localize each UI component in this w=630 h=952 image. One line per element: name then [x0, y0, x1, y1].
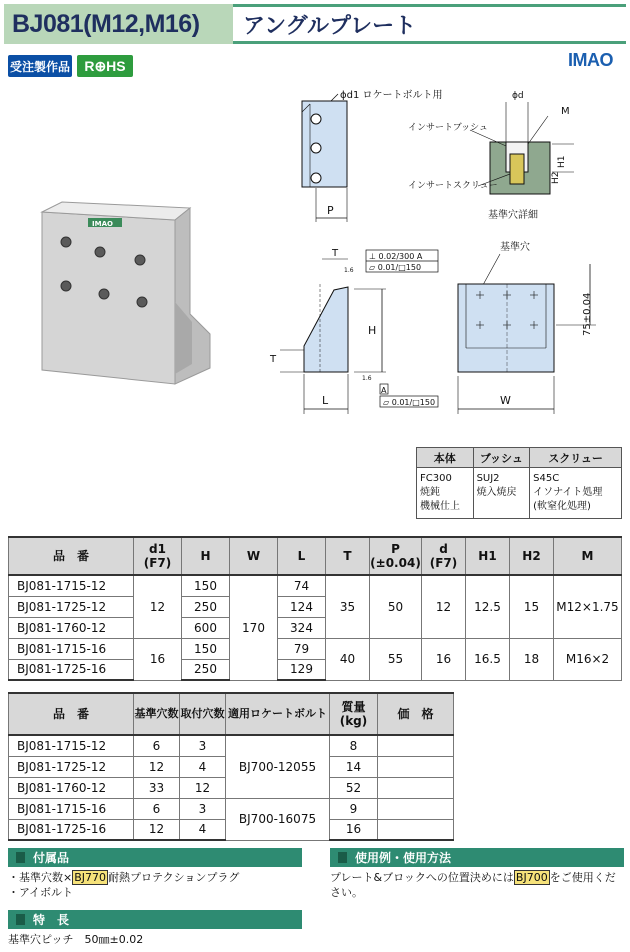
flatness-top: ⊥ 0.02/300 A — [369, 252, 423, 261]
col-h2: H2 — [510, 537, 554, 575]
material-table — [416, 447, 622, 519]
w-label: W — [500, 394, 511, 407]
part-no: BJ081-1725-12 — [9, 596, 134, 617]
col-t: T — [326, 537, 370, 575]
roughness-top: 1.6 — [344, 267, 354, 274]
d1-callout: ϕd1 ロケートボルト用 — [340, 90, 443, 101]
price — [378, 777, 454, 798]
features-title: 特 長 — [8, 911, 69, 928]
product-photo — [42, 202, 210, 384]
col-h: H — [182, 537, 230, 575]
h1-value: 16.5 — [466, 638, 510, 680]
accessory-item: ・アイボルト — [8, 886, 74, 899]
col-part-no: 品 番 — [9, 693, 134, 735]
product-name: アングルプレート — [243, 13, 417, 39]
d-value: 16 — [422, 638, 466, 680]
material-screw: S45C イソナイト処理 (軟窒化処理) — [530, 468, 622, 519]
h1-value: 12.5 — [466, 575, 510, 638]
col-d1: d1 (F7) — [134, 537, 182, 575]
rohs-badge: R⊕HS — [77, 55, 133, 77]
model-title: BJ081(M12,M16) — [12, 9, 200, 38]
table-row — [9, 575, 622, 596]
col-mount-holes: 取付穴数 — [180, 693, 226, 735]
table-row — [9, 735, 454, 756]
bolt-code: BJ700 — [515, 871, 548, 884]
part-no: BJ081-1725-16 — [9, 819, 134, 840]
detail-caption: 基準穴詳細 — [488, 210, 538, 221]
d-value: 12 — [422, 575, 466, 638]
dimension-table — [8, 536, 622, 681]
ref-holes: 12 — [134, 756, 180, 777]
h-label: H — [368, 324, 377, 337]
part-no: BJ081-1715-16 — [9, 638, 134, 659]
mount-holes: 4 — [180, 819, 226, 840]
part-no: BJ081-1715-16 — [9, 798, 134, 819]
m-value: M16×2 — [554, 638, 622, 680]
mass: 16 — [330, 819, 378, 840]
col-mass: 質量 (kg) — [330, 693, 378, 735]
price — [378, 798, 454, 819]
accessories-list — [8, 870, 308, 900]
made-to-order-badge: 受注製作品 — [8, 55, 72, 77]
features-header — [8, 910, 302, 929]
mount-holes: 4 — [180, 756, 226, 777]
h-value: 600 — [182, 617, 230, 638]
col-l: L — [278, 537, 326, 575]
price — [378, 756, 454, 777]
m-label: M — [561, 106, 570, 117]
h2-value: 15 — [510, 575, 554, 638]
mass: 8 — [330, 735, 378, 756]
m-value: M12×1.75 — [554, 575, 622, 638]
ref-hole-detail — [408, 91, 574, 221]
col-bolt: 適用ロケートボルト — [226, 693, 330, 735]
bolt: BJ700-16075 — [226, 798, 330, 840]
col-m: M — [554, 537, 622, 575]
l-value: 124 — [278, 596, 326, 617]
w-value: 170 — [230, 575, 278, 680]
material-body: FC300 焼鈍 機械仕上 — [417, 468, 474, 519]
material-header-screw: スクリュー — [530, 448, 622, 468]
ref-holes: 12 — [134, 819, 180, 840]
ref-holes: 6 — [134, 798, 180, 819]
brand-logo: IMAO — [568, 50, 613, 70]
t-value: 40 — [326, 638, 370, 680]
price — [378, 819, 454, 840]
mount-holes: 3 — [180, 735, 226, 756]
product-name-box — [233, 4, 626, 44]
col-h1: H1 — [466, 537, 510, 575]
t-label-bottom: T — [270, 354, 277, 365]
part-no: BJ081-1760-12 — [9, 777, 134, 798]
part-no: BJ081-1715-12 — [9, 575, 134, 596]
d1-value: 16 — [134, 638, 182, 680]
roughness-bottom: 1.6 — [362, 375, 372, 382]
part-no: BJ081-1725-12 — [9, 756, 134, 777]
model-title-box — [4, 4, 233, 44]
ref-holes: 33 — [134, 777, 180, 798]
h-value: 150 — [182, 575, 230, 596]
mount-holes: 12 — [180, 777, 226, 798]
table-row — [9, 798, 454, 819]
t-value: 35 — [326, 575, 370, 638]
col-ref-holes: 基準穴数 — [134, 693, 180, 735]
plug-code: BJ770 — [74, 871, 107, 884]
part-no: BJ081-1760-12 — [9, 617, 134, 638]
t-label: T — [332, 248, 339, 259]
side-view-drawing — [269, 248, 438, 414]
plate-brand: IMAO — [92, 220, 113, 228]
p-dim: P — [327, 204, 334, 217]
table-row — [9, 638, 622, 659]
material-header-bush: ブッシュ — [473, 448, 530, 468]
bolt: BJ700-12055 — [226, 735, 330, 798]
usage-title: 使用例・使用方法 — [330, 849, 451, 866]
l-label: L — [322, 394, 329, 407]
header — [4, 4, 626, 44]
l-value: 129 — [278, 659, 326, 680]
insert-bush-label: インサートブッシュ — [408, 123, 488, 133]
col-p: P (±0.04) — [370, 537, 422, 575]
material-header-body: 本体 — [417, 448, 474, 468]
insert-screw-label: インサートスクリュー — [408, 181, 498, 191]
technical-drawings — [0, 84, 630, 444]
flatness-bottom: ▱ 0.01/□150 — [383, 398, 436, 407]
hole-bolt-table — [8, 692, 454, 841]
accessory-item: ・基準穴数× BJ770 耐熱プロテクションプラグ — [8, 871, 240, 884]
h2-value: 18 — [510, 638, 554, 680]
price — [378, 735, 454, 756]
h1-label: H1 — [557, 155, 567, 168]
mass: 52 — [330, 777, 378, 798]
p-value: 55 — [370, 638, 422, 680]
flatness-top2: ▱ 0.01/□150 — [369, 263, 422, 272]
front-view-drawing — [302, 89, 443, 222]
h-value: 250 — [182, 659, 230, 680]
col-price: 価 格 — [378, 693, 454, 735]
col-part-no: 品 番 — [9, 537, 134, 575]
part-no: BJ081-1715-12 — [9, 735, 134, 756]
usage-header — [330, 848, 624, 867]
mount-holes: 3 — [180, 798, 226, 819]
d1-value: 12 — [134, 575, 182, 638]
l-value: 324 — [278, 617, 326, 638]
col-w: W — [230, 537, 278, 575]
features-text: 基準穴ピッチ 50㎜±0.02 — [8, 933, 144, 946]
col-d: d (F7) — [422, 537, 466, 575]
usage-text: プレート&ブロックへの位置決めには BJ700 をご使用ください。 — [330, 871, 616, 899]
l-value: 79 — [278, 638, 326, 659]
phi-d: ϕd — [512, 91, 524, 101]
h2-label: H2 — [551, 171, 561, 184]
p-value: 50 — [370, 575, 422, 638]
material-bush: SUJ2 焼入焼戻 — [473, 468, 530, 519]
l-value: 74 — [278, 575, 326, 596]
ref-holes: 6 — [134, 735, 180, 756]
mass: 14 — [330, 756, 378, 777]
ref-hole-front-view — [458, 240, 596, 414]
dim-75: 75±0.04 — [582, 292, 593, 336]
ref-hole-label: 基準穴 — [500, 242, 530, 253]
datum-a: A — [381, 386, 387, 395]
h-value: 250 — [182, 596, 230, 617]
mass: 9 — [330, 798, 378, 819]
h-value: 150 — [182, 638, 230, 659]
accessories-title: 付属品 — [8, 849, 69, 866]
part-no: BJ081-1725-16 — [9, 659, 134, 680]
accessories-header — [8, 848, 302, 867]
